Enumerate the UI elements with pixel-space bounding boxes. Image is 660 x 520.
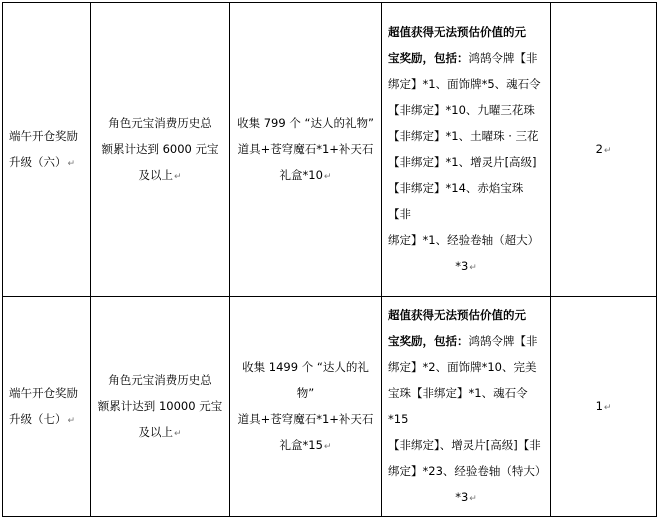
reward-detail-cell [382,3,551,297]
condition-line: 额累计达到 10000 元宝 [97,398,223,413]
reward-line: 绑定】*1、面饰牌*5、魂石令 [388,76,541,91]
requirement-cell [230,297,382,517]
paragraph-mark-icon: ↵ [469,262,477,273]
reward-head-line: 宝奖励，包括： [388,333,469,348]
reward-line: 鸿鹄令牌【非 [468,333,538,348]
paragraph-mark-icon: ↵ [67,158,76,169]
reward-head-line: 超值获得无法预估价值的元 [388,307,526,322]
reward-line: 绑定】*23、经验卷轴（特大） [388,463,547,478]
requirement-cell [230,3,382,297]
reward-line: 【非绑定】*14、赤焰宝珠【非 [388,180,524,221]
reward-line: 绑定】*2、面饰牌*10、完美 [388,359,537,374]
paragraph-mark-icon: ↵ [173,428,182,439]
condition-line: 角色元宝消费历史总 [108,372,212,387]
reward-head-line: 超值获得无法预估价值的元 [388,24,526,39]
paragraph-mark-icon: ↵ [67,415,76,426]
reward-name-line: 端午开仓奖励 [9,385,78,400]
paragraph-mark-icon: ↵ [323,171,332,182]
requirement-line: 礼盒*10 [279,167,323,182]
paragraph-mark-icon: ↵ [603,402,612,413]
condition-cell [91,3,230,297]
paragraph-mark-icon: ↵ [603,145,612,156]
requirement-line: 道具+苍穹魔石*1+补天石 [237,411,374,426]
requirement-line: 礼盒*15 [279,437,323,452]
reward-table [2,2,657,517]
reward-name-line: 升级（七） [9,411,67,426]
condition-line: 额累计达到 6000 元宝 [101,141,219,156]
paragraph-mark-icon: ↵ [323,441,332,452]
reward-head-line: 宝奖励，包括： [388,50,469,65]
reward-name-cell [3,3,91,297]
reward-name-line: 端午开仓奖励 [9,128,78,143]
table-row [3,297,657,517]
quantity-value: 1 [595,398,603,413]
reward-line: 鸿鹄令牌【非 [468,50,538,65]
reward-name-cell [3,297,91,517]
reward-detail-cell [382,297,551,517]
quantity-cell [551,3,657,297]
paragraph-mark-icon: ↵ [469,493,477,504]
condition-line: 角色元宝消费历史总 [108,115,212,130]
reward-line: *3 [455,489,469,504]
reward-line: 【非绑定】、增灵片[高级]【非 [388,437,541,452]
paragraph-mark-icon: ↵ [173,171,182,182]
condition-line: 及以上 [138,167,173,182]
requirement-line: 收集 799 个 “达人的礼物” [237,115,374,130]
quantity-cell [551,297,657,517]
reward-line: 【非绑定】*1、增灵片[高级] [388,154,537,169]
condition-cell [91,297,230,517]
reward-line: 【非绑定】*10、九曜三花珠 [388,102,535,117]
requirement-line: 道具+苍穹魔石*1+补天石 [237,141,374,156]
reward-name-line: 升级（六） [9,154,67,169]
reward-line: 宝珠【非绑定】*1、魂石令*15 [388,385,528,426]
reward-line: 绑定】*1、经验卷轴（超大） [388,232,540,247]
condition-line: 及以上 [138,424,173,439]
reward-line: *3 [455,258,469,273]
reward-line: 【非绑定】*1、土曜珠 · 三花 [388,128,539,143]
quantity-value: 2 [595,141,603,156]
requirement-line: 收集 1499 个 “达人的礼物” [242,359,369,400]
table-row [3,3,657,297]
